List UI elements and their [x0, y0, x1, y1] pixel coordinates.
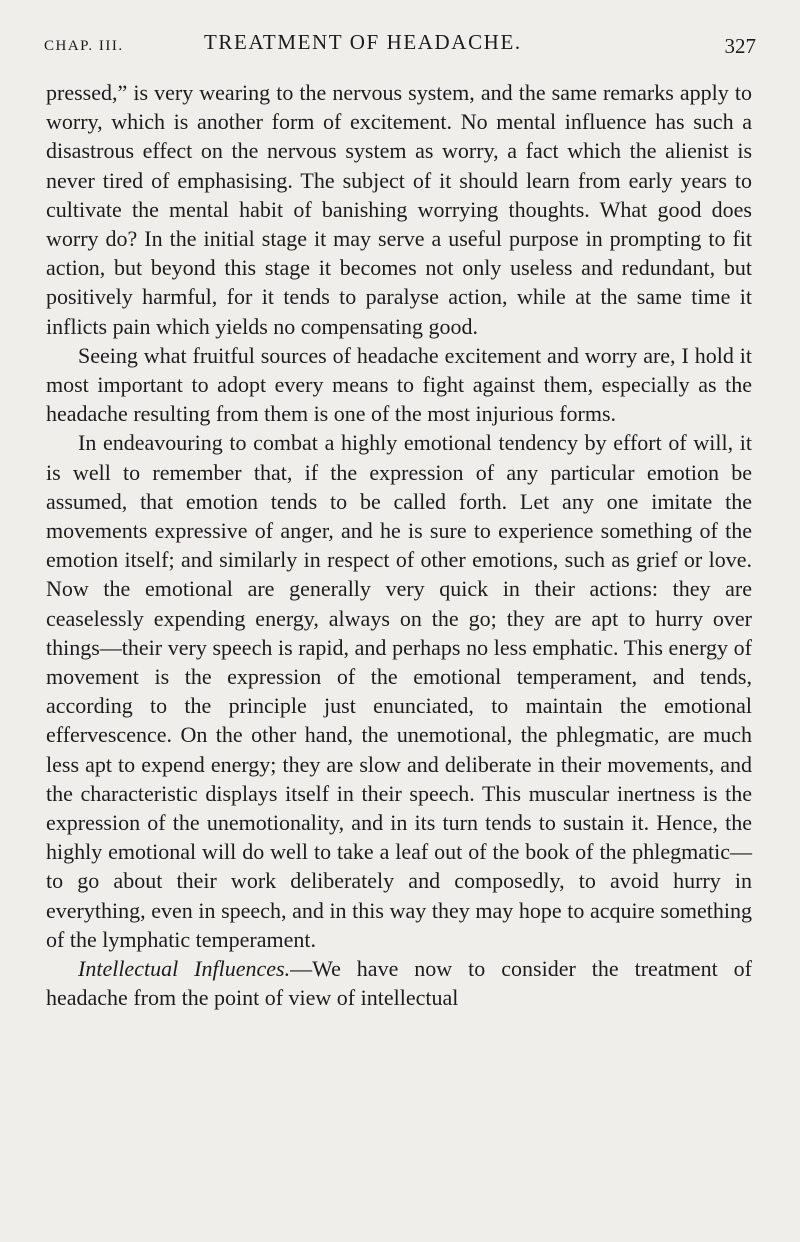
body-text: [46, 78, 752, 1013]
section-subheading: Intellectual Influences.: [78, 956, 291, 982]
paragraph: In endeavouring to combat a highly emotional tendency by effort of will, it is well to remember that, if the expression of any particular emotion be assumed, that emotion tends to be called forth. Let any one imitate the movements expressive of anger, and he is sure to experience something of the emotion itself; and similarly in respect of other emotions, such as grief or love. Now the emotional are generally very quick in their actions: they are ceaselessly expending energy, always on the go; they are apt to hurry over things—their very speech is rapid, and perhaps no less emphatic. This energy of movement is the expression of the emotional temperament, and tends, according to the principle just enunciated, to maintain the emotional effervescence. On the other hand, the unemotional, the phlegmatic, are much less apt to expend energy; they are slow and deliberate in their movements, and the characteristic displays itself in their speech. This muscular inertness is the expression of the unemotionality, and in its turn tends to sustain it. Hence, the highly emotional will do well to take a leaf out of the book of the phlegmatic—to go about their work deliberately and composedly, to avoid hurry in everything, even in speech, and in this way they may hope to acquire something of the lymphatic temperament.: [46, 430, 752, 952]
paragraph: Seeing what fruitful sources of headache excitement and worry are, I hold it most important to adopt every means to fight against them, especially as the headache resulting from them is one of the most injurious forms.: [46, 342, 752, 427]
chapter-label: CHAP. III.: [44, 38, 124, 54]
running-title: TREATMENT OF HEADACHE.: [204, 30, 522, 54]
paragraph-text: —We have now to consider the treatment of headache from the point of view of intellectual: [46, 956, 752, 1011]
paragraph: pressed,” is very wearing to the nervous system, and the same remarks apply to worry, which is another form of excitement. No mental influence has such a disastrous effect on the nervous system as worry, a fact which the alienist is never tired of emphasising. The subject of it should learn from early years to cultivate the mental habit of banishing worrying thoughts. What good does worry do? In the initial stage it may serve a useful purpose in prompting to fit action, but beyond this stage it becomes not only useless and redundant, but positively harmful, for it tends to paralyse action, while at the same time it inflicts pain which yields no compensating good.: [46, 80, 752, 339]
page-number: 327: [724, 34, 756, 58]
paragraph: [46, 954, 752, 1012]
running-header: [44, 30, 756, 62]
